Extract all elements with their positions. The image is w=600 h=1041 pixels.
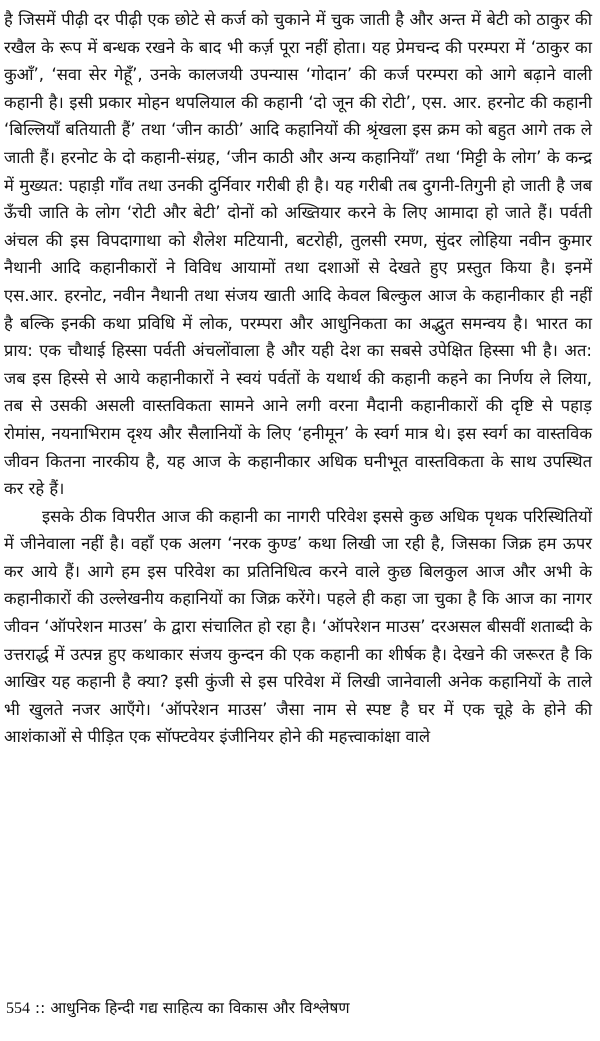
paragraph-1: है जिसमें पीढ़ी दर पीढ़ी एक छोटे से कर्ज को चुकाने में चुक जाती है और अन्त में बेटी को ठाकुर की रखैल के रूप में बन्धक रखने के बाद भी कर्ज़ पूरा नहीं होता। यह प्रेमचन्द की परम्परा में ‘ठाकुर का कुआँ’, ‘सवा सेर गेहूँ’, उनके कालजयी उपन्यास ‘गोदान’ की कर्ज परम्परा को आगे बढ़ाने वाली कहानी है। इसी प्रकार मोहन थपलियाल की कहानी ‘दो जून की रोटी’, एस. आर. हरनोट की कहानी ‘बिल्लियाँ बतियाती हैं’ तथा ‘जीन काठी’ आदि कहानियों की श्रृंखला इस क्रम को बहुत आगे तक ले जाती हैं। हरनोट के दो कहानी-संग्रह, ‘जीन काठी और अन्य कहानियाँ’ तथा ‘मिट्टी के लोग’ के कन्द्र में मुख्यत: पहाड़ी गाँव तथा उनकी दुर्निवार गरीबी ही है। यह गरीबी तब दुगनी-तिगुनी हो जाती है जब ऊँची जाति के लोग ‘रोटी और बेटी’ दोनों को अख्तियार करने के लिए आमादा हो जाते हैं। पर्वती अंचल की इस विपदागाथा को शैलेश मटियानी, बटरोही, तुलसी रमण, सुंदर लोहिया नवीन कुमार नैथानी आदि कहानीकारों ने विविध आयामों तथा दशाओं से देखते हुए प्रस्तुत किया है। इनमें एस.आर. हरनोट, नवीन नैथानी तथा संजय खाती आदि केवल बिल्कुल आज के कहानीकार ही नहीं है बल्कि इनकी कथा प्रविधि में लोक, परम्परा और आधुनिकता का अद्भुत समन्वय है। भारत का प्राय: एक चौथाई हिस्सा पर्वती अंचलोंवाला है और यही देश का सबसे उपेक्षित हिस्सा भी है। अत: जब इस हिस्से से आये कहानीकारों ने स्वयं पर्वतों के यथार्थ की कहानी कहने का निर्णय ले लिया, तब से उसकी असली वास्तविकता सामने आने लगी वरना मैदानी कहानीकारों की दृष्टि से पहाड़ रोमांस, नयनाभिराम दृश्य और सैलानियों के लिए ‘हनीमून’ के स्वर्ग मात्र थे। इस स्वर्ग का वास्तविक जीवन कितना नारकीय है, यह आज के कहानीकार अधिक घनीभूत वास्तविकता के साथ उपस्थित कर रहे हैं। xyxy=(4,10,592,499)
body-text xyxy=(4,6,592,751)
running-title: आधुनिक हिन्दी गद्य साहित्य का विकास और विश्लेषण xyxy=(50,999,350,1017)
page-number: 554 xyxy=(6,1000,30,1017)
paragraph-2: इसके ठीक विपरीत आज की कहानी का नागरी परिवेश इससे कुछ अधिक पृथक परिस्थितियों में जीनेवाला नहीं है। वहाँ एक अलग ‘नरक कुण्ड’ कथा लिखी जा रही है, जिसका जिक्र हम ऊपर कर आये हैं। आगे हम इस परिवेश का प्रतिनिधित्व करने वाले कुछ बिलकुल आज और अभी के कहानीकारों की उल्लेखनीय कहानियों का जिक्र करेंगे। पहले ही कहा जा चुका है कि आज का नागर जीवन ‘ऑपरेशन माउस’ के द्वारा संचालित हो रहा है। ‘ऑपरेशन माउस’ दरअसल बीसवीं शताब्दी के उत्तरार्द्ध में उत्पन्न हुए कथाकार संजय कुन्दन की एक कहानी का शीर्षक है। देखने की जरूरत है कि आखिर यह कहानी है क्या? इसी कुंजी से इस परिवेश में लिखी जानेवाली अनेक कहानियों के ताले भी खुलते नजर आएँगे। ‘ऑपरेशन माउस’ जैसा नाम से स्पष्ट है घर में एक चूहे के होने की आशंकाओं से पीड़ित एक सॉफ्टवेयर इंजीनियर होने की महत्त्वाकांक्षा वाले xyxy=(4,506,592,747)
footer-separator: :: xyxy=(30,999,51,1017)
page-footer xyxy=(6,996,586,1021)
